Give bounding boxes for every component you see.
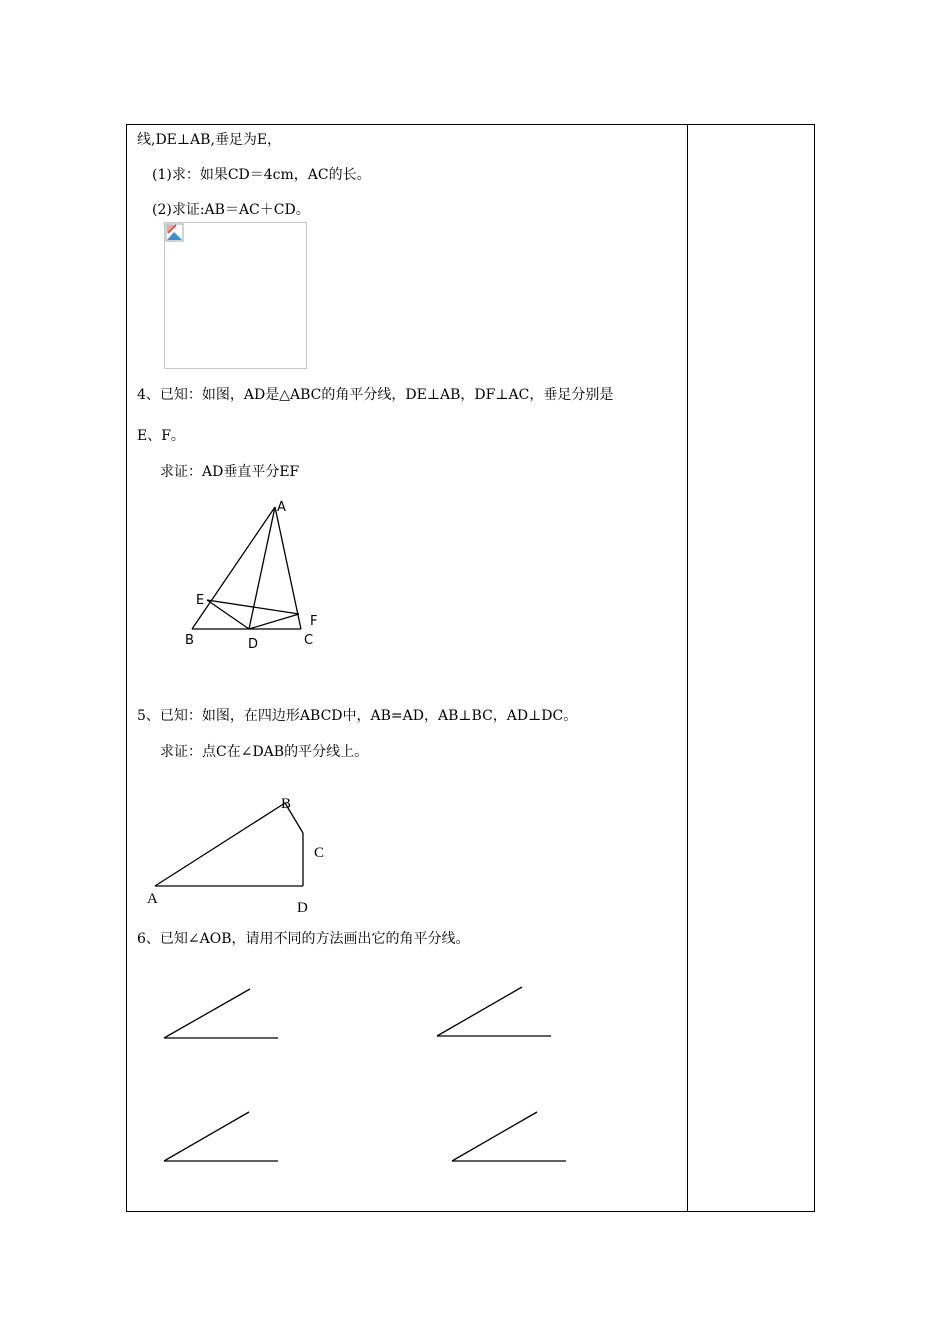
fig5-label-d: D [297,900,308,916]
angle-2 [437,987,551,1036]
fig4-label-c: C [304,633,314,648]
problem-6-text: 6、已知∠AOB，请用不同的方法画出它的角平分线。 [137,931,470,947]
problem-4-prove: 求证：AD垂直平分EF [160,464,300,480]
question-2: (2)求证:AB＝AC＋CD。 [152,202,310,218]
fig5-label-c: C [314,845,325,861]
problem-5-text: 5、已知：如图，在四边形ABCD中，AB=AD，AB⊥BC，AD⊥DC。 [137,708,578,724]
fig4-label-f: F [310,614,318,629]
problem-4-text-cont: E、F。 [137,428,185,444]
question-1: (1)求：如果CD＝4cm，AC的长。 [152,167,371,183]
angle-4 [452,1112,566,1161]
angle-1 [164,989,278,1038]
problem-4-text: 4、已知：如图，AD是△ABC的角平分线，DE⊥AB，DF⊥AC，垂足分别是 [137,387,614,403]
fig5-label-a: A [147,891,158,907]
fig5-label-b: B [281,796,292,812]
angle-3 [164,1112,278,1161]
fig4-label-a: A [277,500,286,515]
fig4-label-d: D [248,637,259,652]
text-line-1: 线,DE⊥AB,垂足为E， [137,132,282,148]
problem-5-prove: 求证：点C在∠DAB的平分线上。 [160,744,369,760]
fig4-label-b: B [185,633,194,648]
fig4-label-e: E [196,593,205,608]
